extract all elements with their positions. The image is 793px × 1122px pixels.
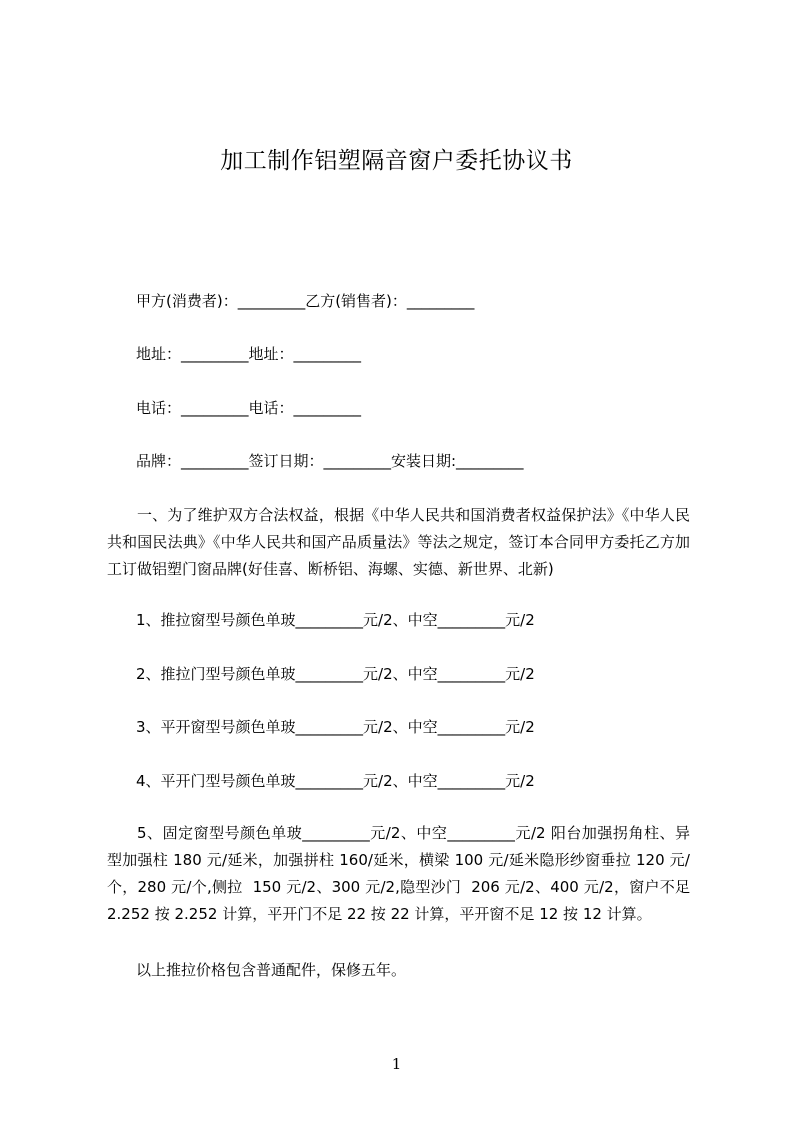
price-item-1: 1、推拉窗型号颜色单玻_________元/2、中空_________元/2 (136, 611, 535, 629)
brand-date-line: 品牌：_________签订日期：_________安装日期:_________ (136, 452, 524, 470)
warranty-note: 以上推拉价格包含普通配件，保修五年。 (136, 961, 407, 979)
party-phone-line: 电话：_________电话：_________ (136, 399, 362, 417)
price-item-4: 4、平开门型号颜色单玻_________元/2、中空_________元/2 (136, 772, 535, 790)
clause-intro-paragraph: 一、为了维护双方合法权益，根据《中华人民共和国消费者权益保护法》《中华人民共和国民法典》《中华人民共和国产品质量法》等法之规定，签订本合同甲方委托乙方加工订做铝塑门窗品牌(好佳喜、断桥铝、海螺、实德、新世界、北新) (107, 506, 690, 578)
party-names-line: 甲方(消费者)：_________乙方(销售者)：_________ (136, 292, 475, 310)
page-number: 1 (391, 1055, 402, 1073)
price-item-5-paragraph: 5、固定窗型号颜色单玻_________元/2、中空_________元/2 阳台加强拐角柱、异型加强柱 180 元/延米，加强拼柱 160/延米，横梁 100 元/延米隐形纱窗垂拉 120 元/个，280 元/个,侧拉 150 元/2、300 元/2,隐型沙门 206 元/2、400 元/2，窗户不足 2.252 按 2.252 计算，平开门不足 22 按 22 计算，平开窗不足 12 按 12 计算。 (107, 824, 695, 923)
party-address-line: 地址：_________地址：_________ (136, 345, 362, 363)
price-item-2: 2、推拉门型号颜色单玻_________元/2、中空_________元/2 (136, 665, 535, 683)
document-title: 加工制作铝塑隔音窗户委托协议书 (220, 148, 573, 174)
price-item-3: 3、平开窗型号颜色单玻_________元/2、中空_________元/2 (136, 718, 535, 736)
